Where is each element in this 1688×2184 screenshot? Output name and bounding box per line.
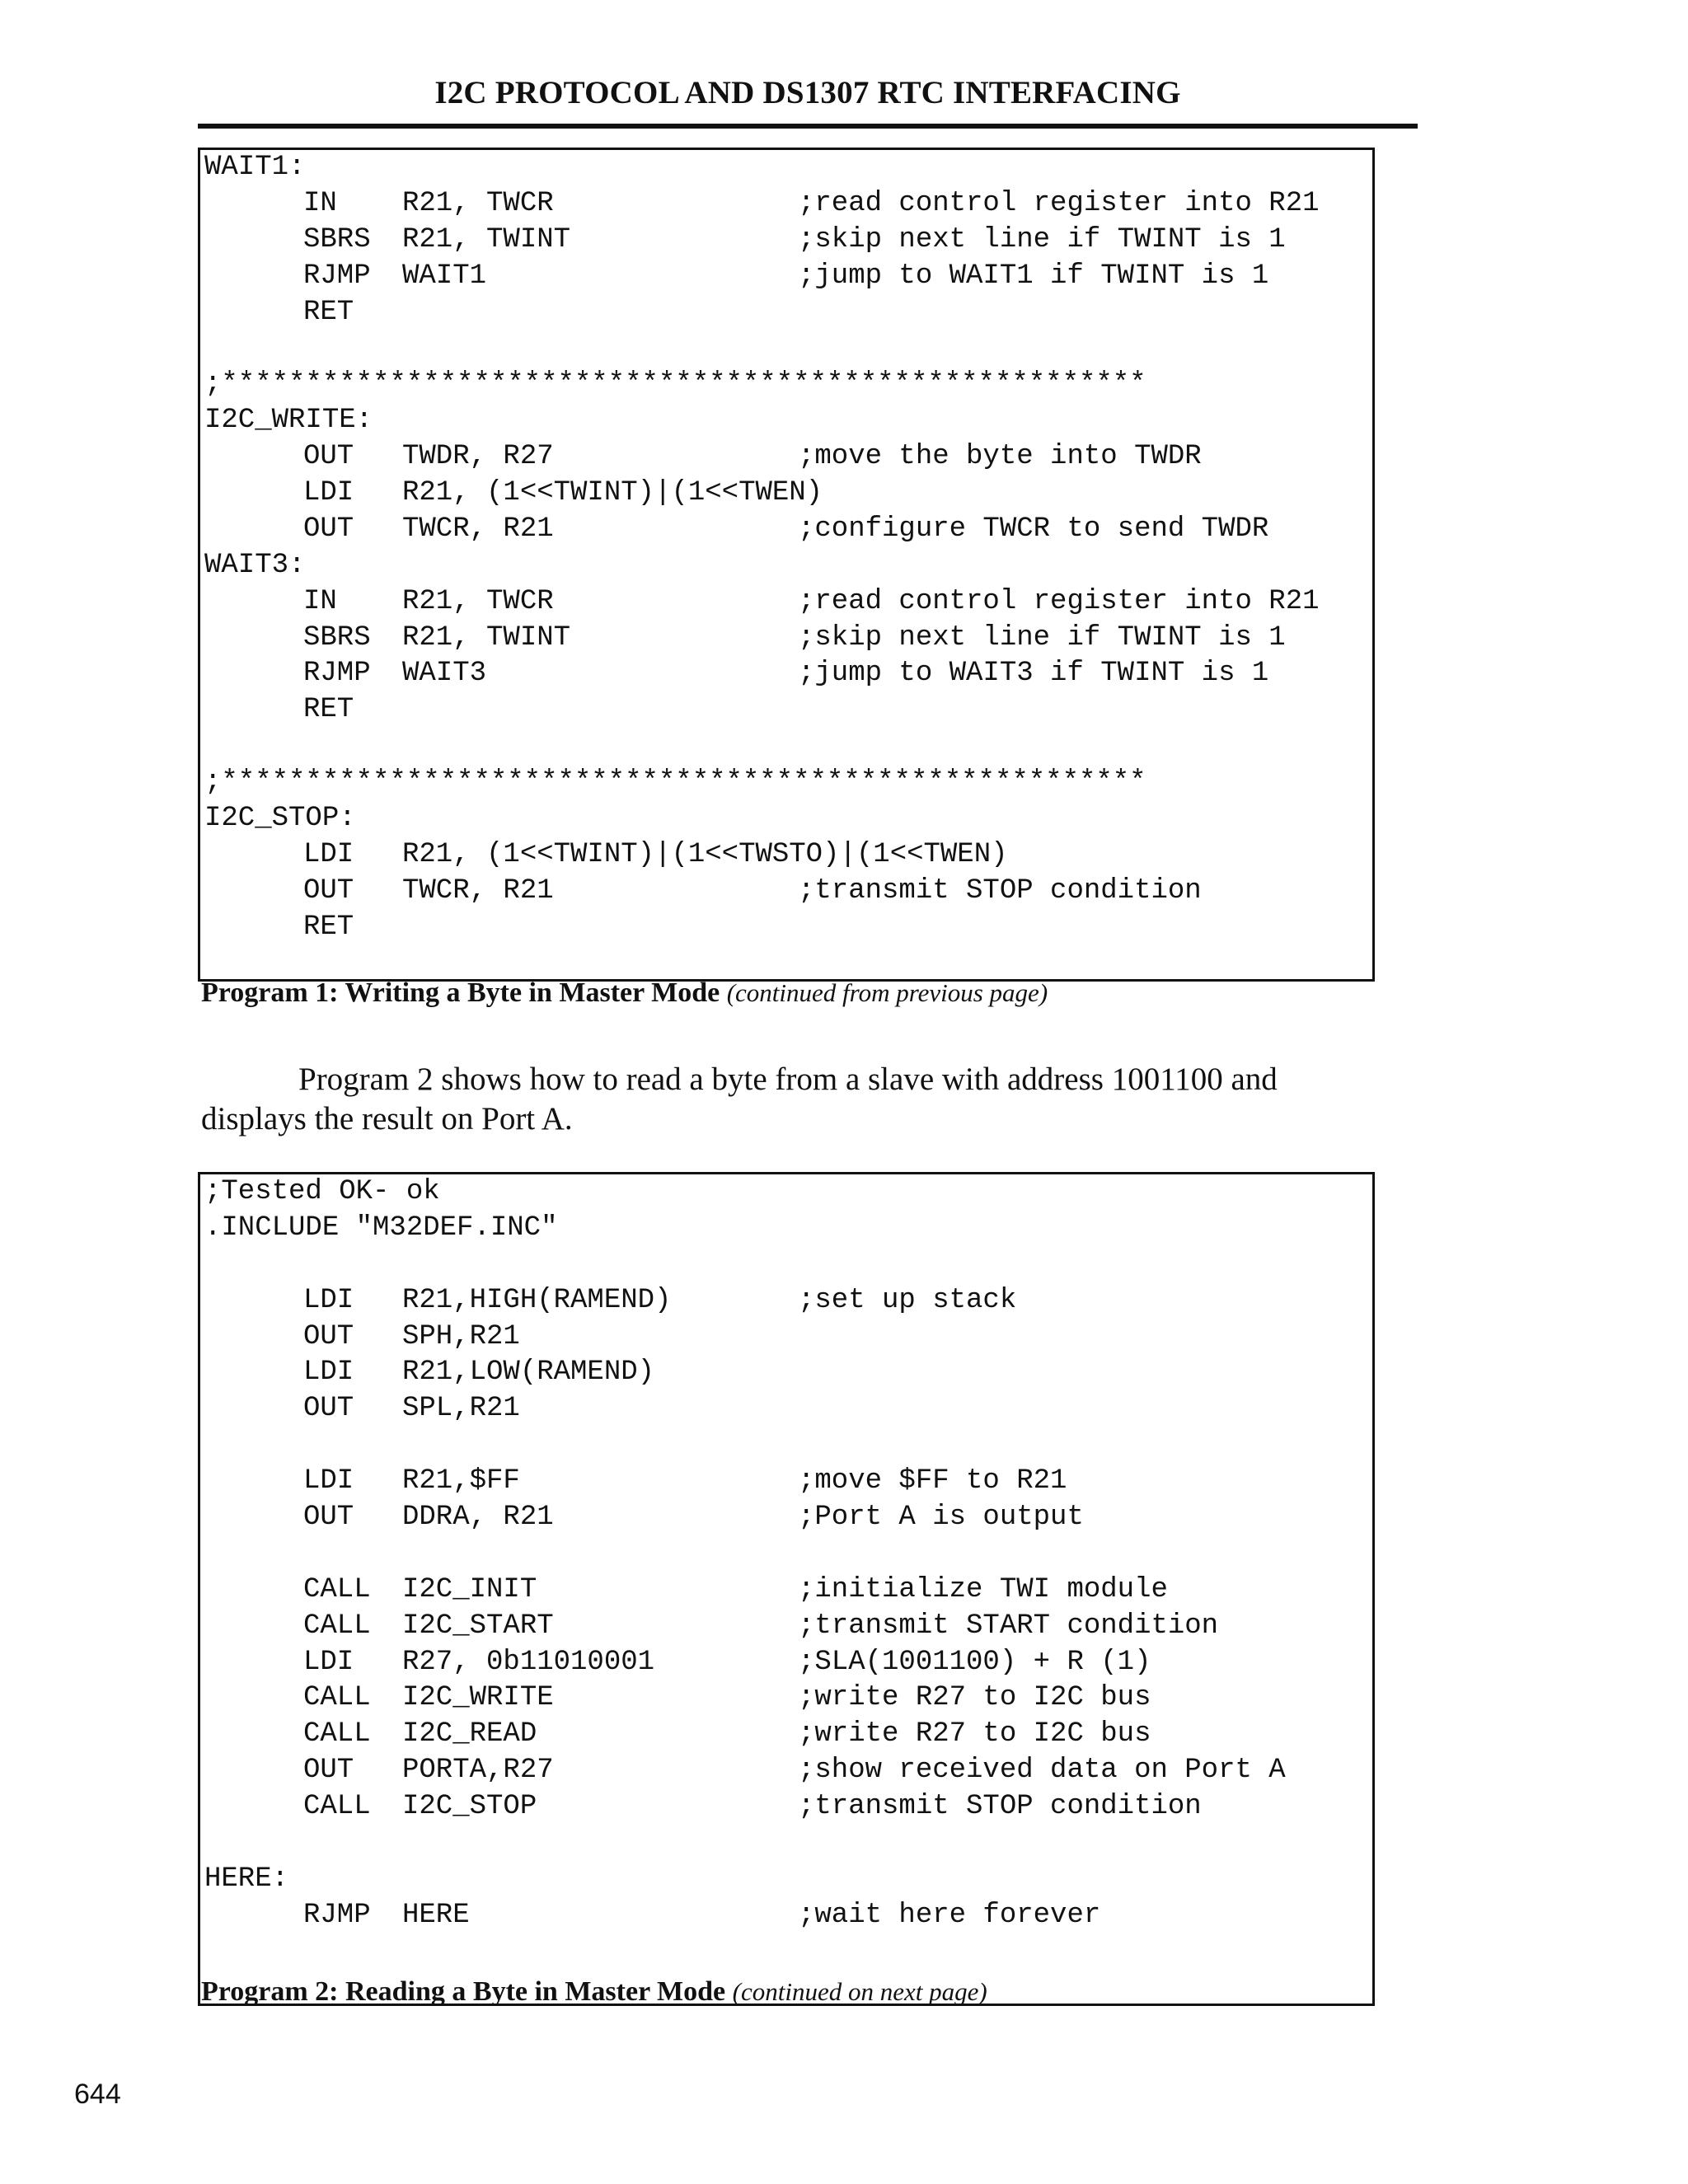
code-mnemonic: LDI bbox=[303, 838, 354, 870]
code-mnemonic: RET bbox=[303, 911, 354, 943]
code-line bbox=[200, 1898, 1372, 1934]
code-line bbox=[200, 1717, 1372, 1753]
code-operands: I2C_INIT bbox=[402, 1573, 537, 1605]
code-line bbox=[200, 223, 1372, 259]
code-label: ;******************************************************* bbox=[204, 766, 1146, 799]
code-label: WAIT3: bbox=[204, 549, 306, 581]
code-line bbox=[200, 1753, 1372, 1789]
code-mnemonic: OUT bbox=[303, 1502, 354, 1534]
code-line bbox=[200, 1536, 1372, 1572]
code-mnemonic: OUT bbox=[303, 1393, 354, 1425]
code-line bbox=[200, 1391, 1372, 1427]
code-label: WAIT1: bbox=[204, 152, 306, 183]
code-mnemonic: LDI bbox=[303, 1465, 354, 1497]
code-comment: ;transmit START condition bbox=[798, 1610, 1219, 1642]
code-mnemonic: IN bbox=[303, 585, 337, 617]
code-comment: ;SLA(1001100) + R (1) bbox=[798, 1646, 1151, 1678]
code-comment: ;show received data on Port A bbox=[798, 1755, 1286, 1787]
code-line bbox=[200, 439, 1372, 476]
code-line bbox=[200, 367, 1372, 403]
code-comment: ;transmit STOP condition bbox=[798, 1791, 1202, 1823]
code-line bbox=[200, 1862, 1372, 1898]
code-line bbox=[200, 910, 1372, 946]
code-line bbox=[200, 1680, 1372, 1717]
code-comment: ;configure TWCR to send TWDR bbox=[798, 513, 1269, 545]
program-1-listing bbox=[198, 148, 1375, 982]
code-operands: SPH,R21 bbox=[402, 1320, 520, 1352]
code-line bbox=[200, 259, 1372, 295]
code-operands: R21,HIGH(RAMEND) bbox=[402, 1284, 672, 1316]
code-operands: R21, TWCR bbox=[402, 585, 554, 617]
page-number: 644 bbox=[74, 2079, 121, 2110]
code-line bbox=[200, 476, 1372, 512]
code-operands: I2C_START bbox=[402, 1610, 554, 1642]
code-comment: ;initialize TWI module bbox=[798, 1573, 1168, 1605]
program-1-caption-title: Program 1: Writing a Byte in Master Mode bbox=[201, 977, 720, 1008]
code-mnemonic: LDI bbox=[303, 477, 354, 509]
code-operands: HERE bbox=[402, 1899, 470, 1931]
code-mnemonic: SBRS bbox=[303, 223, 371, 255]
code-operands: I2C_STOP bbox=[402, 1791, 537, 1823]
code-operands: DDRA, R21 bbox=[402, 1502, 554, 1534]
code-operands: R21, (1<<TWINT)|(1<<TWSTO)|(1<<TWEN) bbox=[402, 838, 1008, 870]
code-operands: R21, (1<<TWINT)|(1<<TWEN) bbox=[402, 477, 823, 509]
code-line bbox=[200, 1789, 1372, 1825]
code-mnemonic: IN bbox=[303, 187, 337, 219]
code-operands: TWCR, R21 bbox=[402, 874, 554, 907]
code-operands: I2C_WRITE bbox=[402, 1682, 554, 1714]
code-comment: ;write R27 to I2C bus bbox=[798, 1718, 1151, 1750]
code-comment: ;write R27 to I2C bus bbox=[798, 1682, 1151, 1714]
code-line bbox=[200, 801, 1372, 837]
code-comment: ;skip next line if TWINT is 1 bbox=[798, 621, 1286, 654]
code-mnemonic: CALL bbox=[303, 1610, 371, 1642]
code-operands: SPL,R21 bbox=[402, 1393, 520, 1425]
code-line bbox=[200, 656, 1372, 692]
code-mnemonic: OUT bbox=[303, 874, 354, 907]
code-line bbox=[200, 1319, 1372, 1356]
code-mnemonic: LDI bbox=[303, 1357, 354, 1389]
code-line bbox=[200, 330, 1372, 367]
program-2-caption-note: (continued on next page) bbox=[732, 1977, 987, 2006]
code-line bbox=[200, 1500, 1372, 1536]
code-line bbox=[200, 1174, 1372, 1211]
code-comment: ;Port A is output bbox=[798, 1502, 1084, 1534]
body-paragraph bbox=[201, 1060, 1388, 1139]
code-mnemonic: OUT bbox=[303, 1320, 354, 1352]
code-line bbox=[200, 295, 1372, 331]
code-line bbox=[200, 1355, 1372, 1391]
program-2-listing bbox=[198, 1172, 1375, 2006]
code-comment: ;move the byte into TWDR bbox=[798, 441, 1202, 473]
code-line bbox=[200, 621, 1372, 657]
code-operands: WAIT3 bbox=[402, 658, 487, 690]
code-line bbox=[200, 1609, 1372, 1645]
code-line bbox=[200, 403, 1372, 439]
code-operands: WAIT1 bbox=[402, 260, 487, 292]
header-rule bbox=[198, 124, 1418, 129]
code-label: .INCLUDE "M32DEF.INC" bbox=[204, 1212, 558, 1244]
code-comment: ;read control register into R21 bbox=[798, 585, 1320, 617]
code-mnemonic: LDI bbox=[303, 1284, 354, 1316]
code-mnemonic: RJMP bbox=[303, 260, 371, 292]
code-mnemonic: SBRS bbox=[303, 621, 371, 654]
program-1-caption bbox=[201, 977, 1048, 1009]
running-head: I2C PROTOCOL AND DS1307 RTC INTERFACING bbox=[434, 75, 1181, 110]
code-line bbox=[200, 729, 1372, 765]
body-paragraph-text: Program 2 shows how to read a byte from a slave with address 1001100 and displays the result on Port A. bbox=[201, 1062, 1278, 1137]
code-line bbox=[200, 548, 1372, 584]
code-mnemonic: OUT bbox=[303, 1755, 354, 1787]
code-mnemonic: RJMP bbox=[303, 1899, 371, 1931]
code-comment: ;skip next line if TWINT is 1 bbox=[798, 223, 1286, 255]
program-2-caption-title: Program 2: Reading a Byte in Master Mode bbox=[201, 1976, 726, 2007]
code-line bbox=[200, 1572, 1372, 1609]
program-2-caption bbox=[201, 1976, 987, 2008]
code-operands: TWDR, R27 bbox=[402, 441, 554, 473]
code-line bbox=[200, 765, 1372, 801]
code-label: ;Tested OK- ok bbox=[204, 1176, 440, 1207]
code-comment: ;jump to WAIT3 if TWINT is 1 bbox=[798, 658, 1269, 690]
code-operands: R21,$FF bbox=[402, 1465, 520, 1497]
code-line bbox=[200, 512, 1372, 548]
program-1-caption-note: (continued from previous page) bbox=[726, 978, 1048, 1007]
code-operands: R21,LOW(RAMEND) bbox=[402, 1357, 655, 1389]
code-mnemonic: RJMP bbox=[303, 658, 371, 690]
code-line bbox=[200, 874, 1372, 910]
code-comment: ;set up stack bbox=[798, 1284, 1017, 1316]
code-line bbox=[200, 1247, 1372, 1283]
code-mnemonic: LDI bbox=[303, 1646, 354, 1678]
code-operands: I2C_READ bbox=[402, 1718, 537, 1750]
code-comment: ;jump to WAIT1 if TWINT is 1 bbox=[798, 260, 1269, 292]
code-line bbox=[200, 1427, 1372, 1464]
code-label: ;******************************************************* bbox=[204, 368, 1146, 401]
code-line bbox=[200, 150, 1372, 186]
code-comment: ;read control register into R21 bbox=[798, 187, 1320, 219]
code-label: HERE: bbox=[204, 1863, 289, 1895]
code-mnemonic: RET bbox=[303, 694, 354, 726]
code-line bbox=[200, 837, 1372, 874]
code-operands: PORTA,R27 bbox=[402, 1755, 554, 1787]
code-operands: R21, TWCR bbox=[402, 187, 554, 219]
code-mnemonic: OUT bbox=[303, 441, 354, 473]
code-label: I2C_WRITE: bbox=[204, 405, 373, 437]
code-comment: ;wait here forever bbox=[798, 1899, 1101, 1931]
code-line bbox=[200, 584, 1372, 621]
code-label: I2C_STOP: bbox=[204, 803, 356, 835]
code-line bbox=[200, 1464, 1372, 1500]
code-line bbox=[200, 1934, 1372, 1971]
code-mnemonic: CALL bbox=[303, 1573, 371, 1605]
code-mnemonic: OUT bbox=[303, 513, 354, 545]
code-mnemonic: CALL bbox=[303, 1682, 371, 1714]
code-operands: R21, TWINT bbox=[402, 621, 571, 654]
code-line bbox=[200, 1645, 1372, 1681]
code-line bbox=[200, 1825, 1372, 1862]
code-comment: ;move $FF to R21 bbox=[798, 1465, 1067, 1497]
code-line bbox=[200, 1283, 1372, 1319]
code-line bbox=[200, 692, 1372, 729]
code-operands: TWCR, R21 bbox=[402, 513, 554, 545]
code-line bbox=[200, 186, 1372, 223]
code-operands: R27, 0b11010001 bbox=[402, 1646, 655, 1678]
code-operands: R21, TWINT bbox=[402, 223, 571, 255]
code-mnemonic: CALL bbox=[303, 1718, 371, 1750]
code-mnemonic: RET bbox=[303, 296, 354, 328]
code-comment: ;transmit STOP condition bbox=[798, 874, 1202, 907]
code-mnemonic: CALL bbox=[303, 1791, 371, 1823]
code-line bbox=[200, 1211, 1372, 1247]
